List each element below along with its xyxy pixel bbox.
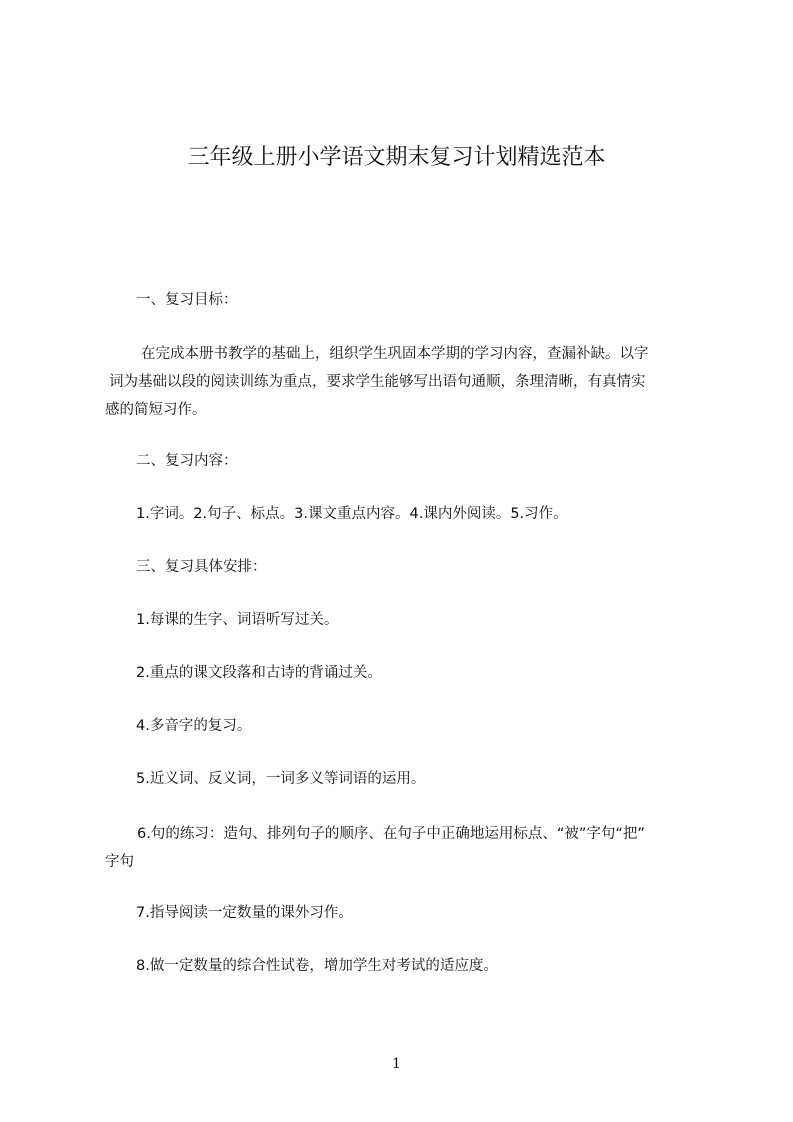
- page-number: 1: [392, 1056, 401, 1072]
- goal-paragraph: [105, 340, 705, 424]
- arrangement-item-4: 4.多音字的复习。: [136, 718, 252, 734]
- section-heading-content: 二、复习内容：: [136, 453, 238, 469]
- content-list: 1.字词。2.句子、标点。3.课文重点内容。4.课内外阅读。5.习作。: [136, 506, 568, 522]
- goal-paragraph-line-2: 词为基础以段的阅读训练为重点，要求学生能够写出语句通顺，条理清晰，有真情实: [109, 374, 646, 390]
- arrangement-item-6-line-1: 6.句的练习：造句、排列句子的顺序、在句子中正确地运用标点、“被”字句“把”: [137, 826, 645, 842]
- goal-paragraph-line-1: 在完成本册书教学的基础上，组织学生巩固本学期的学习内容，查漏补缺。以字: [141, 346, 649, 362]
- section-heading-arrangement: 三、复习具体安排：: [136, 559, 267, 575]
- arrangement-item-8: 8.做一定数量的综合性试卷，增加学生对考试的适应度。: [136, 958, 498, 974]
- arrangement-item-5: 5.近义词、反义词，一词多义等词语的运用。: [136, 771, 426, 787]
- arrangement-item-2: 2.重点的课文段落和古诗的背诵过关。: [136, 665, 382, 681]
- arrangement-item-6: [105, 820, 705, 876]
- document-title: 三年级上册小学语文期末复习计划精选范本: [187, 145, 606, 170]
- goal-paragraph-line-3: 感的简短习作。: [105, 402, 207, 418]
- arrangement-item-6-line-2: 字句: [105, 854, 134, 870]
- arrangement-item-7: 7.指导阅读一定数量的课外习作。: [136, 905, 353, 921]
- arrangement-item-1: 1.每课的生字、词语听写过关。: [136, 612, 339, 628]
- section-heading-goal: 一、复习目标：: [136, 292, 238, 308]
